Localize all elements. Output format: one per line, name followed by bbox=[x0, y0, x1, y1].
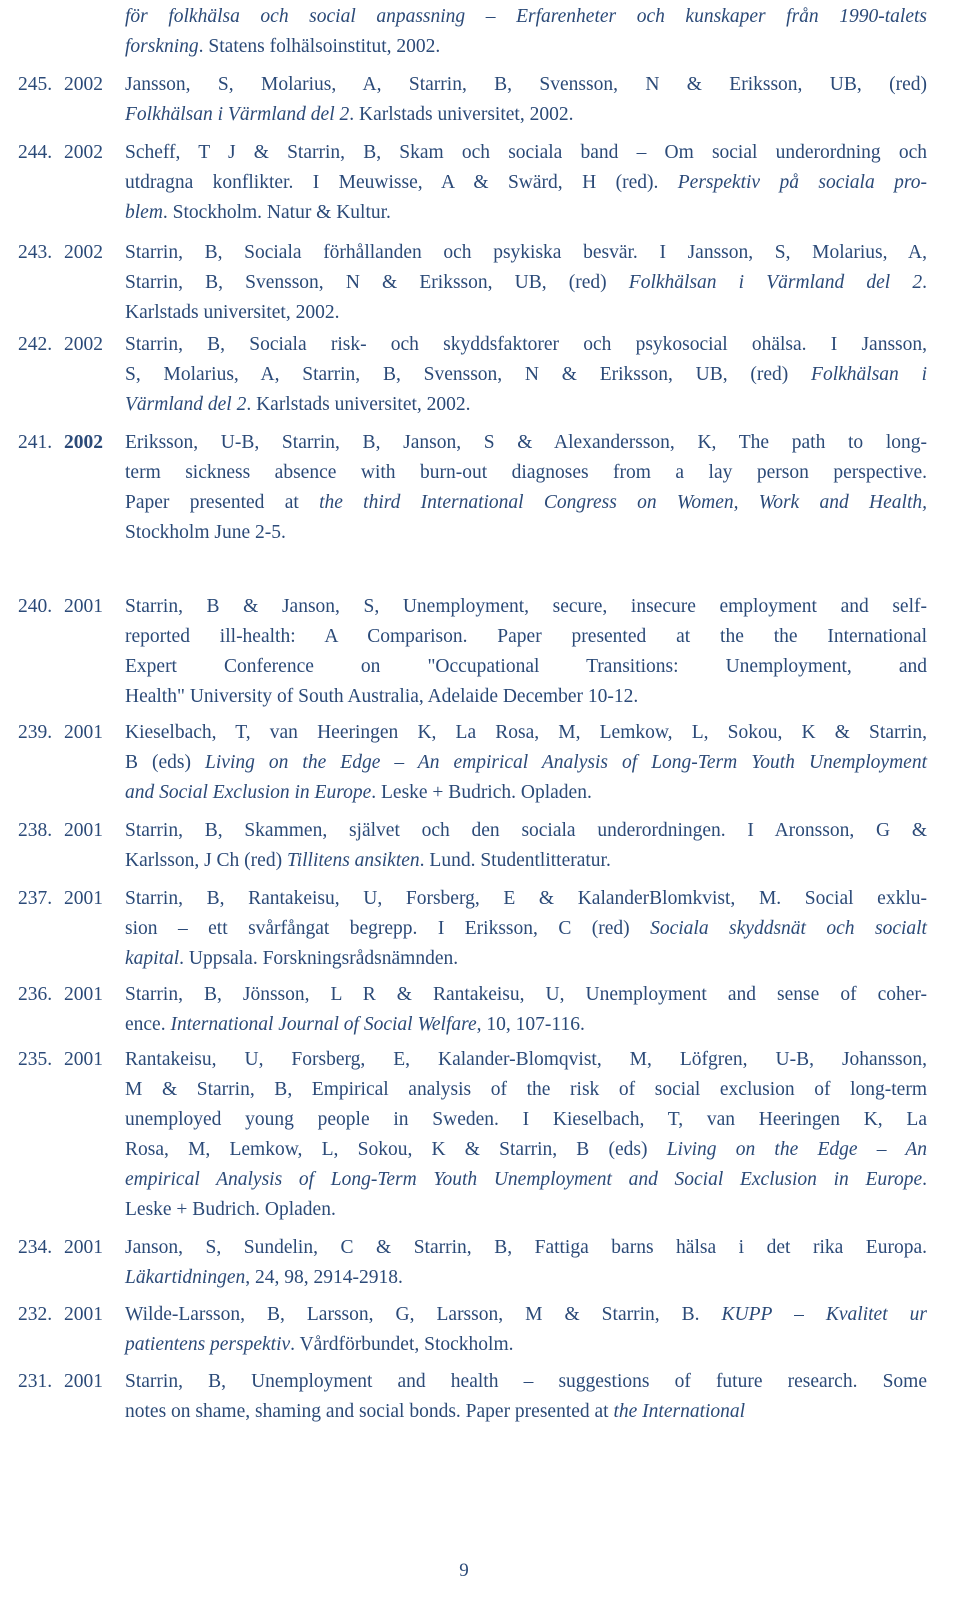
text-line bbox=[125, 518, 927, 548]
entry-number: 235. bbox=[18, 1049, 53, 1070]
text-line bbox=[125, 1010, 927, 1040]
text-run: . Karlstads universitet, 2002. bbox=[349, 104, 574, 125]
text-run: Starrin, B, Unemployment and health – suggestions of future research. Some bbox=[125, 1371, 927, 1392]
text-line bbox=[125, 816, 927, 846]
text-run: M & Starrin, B, Empirical analysis of the risk of social exclusion of long-term bbox=[125, 1079, 927, 1100]
text-line bbox=[125, 980, 927, 1010]
entry-year: 2001 bbox=[64, 1304, 103, 1325]
text-run: . Statens folhälsoinstitut, 2002. bbox=[198, 36, 441, 57]
text-line bbox=[125, 70, 927, 100]
italic-title: Living on the Edge – An bbox=[666, 1139, 927, 1160]
text-line bbox=[125, 2, 927, 32]
entry-number: 245. bbox=[18, 74, 53, 95]
text-line bbox=[125, 390, 927, 420]
text-run: Expert Conference on "Occupational Transitions: Unemployment, and bbox=[125, 656, 927, 677]
text-line bbox=[125, 846, 927, 876]
italic-title: the International bbox=[613, 1401, 746, 1422]
text-run: Starrin, B, Sociala förhållanden och psykiska besvär. I Jansson, S, Molarius, A, bbox=[125, 242, 927, 263]
entry-citation bbox=[125, 330, 927, 420]
italic-title: för folkhälsa och social anpassning – Erfarenheter och kunskaper från 1990-talets bbox=[125, 6, 927, 27]
text-line bbox=[125, 748, 927, 778]
entry-number: 244. bbox=[18, 142, 53, 163]
entry-number: 231. bbox=[18, 1371, 53, 1392]
text-run: reported ill-health: A Comparison. Paper presented at the the International bbox=[125, 626, 927, 647]
text-run: Leske + Budrich. Opladen. bbox=[125, 1199, 336, 1220]
italic-title: Folkhälsan i Värmland del 2 bbox=[125, 104, 350, 125]
text-line bbox=[125, 718, 927, 748]
text-run: . Uppsala. Forskningsrådsnämnden. bbox=[179, 948, 459, 969]
entry-year: 2002 bbox=[64, 334, 103, 355]
entry-citation bbox=[125, 70, 927, 130]
text-run: Eriksson, U-B, Starrin, B, Janson, S & Alexandersson, K, The path to long- bbox=[125, 432, 927, 453]
text-line bbox=[125, 1397, 927, 1427]
entry-citation bbox=[125, 718, 927, 808]
text-line bbox=[125, 488, 927, 518]
entry-citation bbox=[125, 238, 927, 328]
text-run: Rantakeisu, U, Forsberg, E, Kalander-Blomqvist, M, Löfgren, U-B, Johansson, bbox=[125, 1049, 927, 1070]
entry-citation bbox=[125, 138, 927, 228]
text-run: . Lund. Studentlitteratur. bbox=[419, 850, 611, 871]
text-line bbox=[125, 682, 927, 712]
text-line bbox=[125, 298, 927, 328]
continuation-body bbox=[125, 2, 927, 62]
italic-title: Living on the Edge – An empirical Analysis of Long-Term Youth Unemployment bbox=[205, 752, 927, 773]
text-line bbox=[125, 100, 927, 130]
text-run: Starrin, B, Rantakeisu, U, Forsberg, E & KalanderBlomkvist, M. Social exklu- bbox=[125, 888, 927, 909]
text-line bbox=[125, 1367, 927, 1397]
text-line bbox=[125, 238, 927, 268]
text-line bbox=[125, 198, 927, 228]
text-run: Starrin, B, Jönsson, L R & Rantakeisu, U, Unemployment and sense of coher- bbox=[125, 984, 927, 1005]
text-run: B (eds) bbox=[125, 752, 206, 773]
text-line bbox=[125, 1233, 927, 1263]
text-run: . Vårdförbundet, Stockholm. bbox=[290, 1334, 514, 1355]
entry-citation bbox=[125, 1367, 927, 1427]
text-line bbox=[125, 1195, 927, 1225]
entry-number: 243. bbox=[18, 242, 53, 263]
text-run: sion – ett svårfångat begrepp. I Eriksson, C (red) bbox=[125, 918, 651, 939]
text-line bbox=[125, 1135, 927, 1165]
text-run: , 10, 107-116. bbox=[476, 1014, 585, 1035]
text-run: Scheff, T J & Starrin, B, Skam och sociala band – Om social underordning och bbox=[125, 142, 927, 163]
text-run: . Stockholm. Natur & Kultur. bbox=[162, 202, 391, 223]
entry-citation bbox=[125, 1300, 927, 1360]
italic-title: patientens perspektiv bbox=[125, 1334, 291, 1355]
text-run: Janson, S, Sundelin, C & Starrin, B, Fattiga barns hälsa i det rika Europa. bbox=[125, 1237, 927, 1258]
text-run: utdragna konflikter. I Meuwisse, A & Swärd, H (red). bbox=[125, 172, 678, 193]
text-run: term sickness absence with burn-out diagnoses from a lay person perspective. bbox=[125, 462, 927, 483]
entry-citation bbox=[125, 592, 927, 712]
entry-year: 2001 bbox=[64, 984, 103, 1005]
entry-citation bbox=[125, 884, 927, 974]
entry-number: 236. bbox=[18, 984, 53, 1005]
text-line bbox=[125, 458, 927, 488]
italic-title: the third International Congress on Women, Work and Health, bbox=[319, 492, 927, 513]
entry-citation bbox=[125, 1233, 927, 1293]
text-line bbox=[125, 138, 927, 168]
entry-citation bbox=[125, 816, 927, 876]
text-line bbox=[125, 1165, 927, 1195]
entry-number: 239. bbox=[18, 722, 53, 743]
text-line bbox=[125, 652, 927, 682]
entry-number: 240. bbox=[18, 596, 53, 617]
entry-year: 2002 bbox=[64, 432, 103, 453]
text-run: Jansson, S, Molarius, A, Starrin, B, Svensson, N & Eriksson, UB, (red) bbox=[125, 74, 927, 95]
text-run: Paper presented at bbox=[125, 492, 320, 513]
entry-year: 2002 bbox=[64, 242, 103, 263]
entry-year: 2001 bbox=[64, 596, 103, 617]
text-run: Karlstads universitet, 2002. bbox=[125, 302, 340, 323]
entry-year: 2001 bbox=[64, 1049, 103, 1070]
entry-number: 238. bbox=[18, 820, 53, 841]
italic-title: and Social Exclusion in Europe bbox=[125, 782, 372, 803]
italic-title: blem bbox=[125, 202, 163, 223]
text-line bbox=[125, 360, 927, 390]
text-run: Stockholm June 2-5. bbox=[125, 522, 286, 543]
italic-title: International Journal of Social Welfare bbox=[170, 1014, 477, 1035]
text-run: ence. bbox=[125, 1014, 171, 1035]
italic-title: KUPP – Kvalitet ur bbox=[721, 1304, 927, 1325]
text-line bbox=[125, 1263, 927, 1293]
text-line bbox=[125, 914, 927, 944]
text-run: Rosa, M, Lemkow, L, Sokou, K & Starrin, B (eds) bbox=[125, 1139, 667, 1160]
text-run: Kieselbach, T, van Heeringen K, La Rosa, M, Lemkow, L, Sokou, K & Starrin, bbox=[125, 722, 927, 743]
entry-number: 237. bbox=[18, 888, 53, 909]
text-line bbox=[125, 330, 927, 360]
italic-title: Värmland del 2 bbox=[125, 394, 247, 415]
italic-title: Perspektiv på sociala pro- bbox=[677, 172, 927, 193]
text-line bbox=[125, 1300, 927, 1330]
entry-year: 2001 bbox=[64, 1371, 103, 1392]
entry-number: 232. bbox=[18, 1304, 53, 1325]
text-line bbox=[125, 944, 927, 974]
entry-number: 241. bbox=[18, 432, 53, 453]
italic-title: Läkartidningen bbox=[125, 1267, 246, 1288]
text-run: S, Molarius, A, Starrin, B, Svensson, N & Eriksson, UB, (red) bbox=[125, 364, 812, 385]
italic-title: Sociala skyddsnät och socialt bbox=[650, 918, 927, 939]
italic-title: Folkhälsan i Värmland del 2 bbox=[628, 272, 923, 293]
entry-year: 2001 bbox=[64, 888, 103, 909]
text-run: Karlsson, J Ch (red) bbox=[125, 850, 287, 871]
text-line bbox=[125, 622, 927, 652]
text-run: Starrin, B & Janson, S, Unemployment, secure, insecure employment and self- bbox=[125, 596, 927, 617]
italic-title: Tillitens ansikten bbox=[286, 850, 420, 871]
text-line bbox=[125, 268, 927, 298]
entry-year: 2001 bbox=[64, 722, 103, 743]
text-line bbox=[125, 428, 927, 458]
text-run: Starrin, B, Svensson, N & Eriksson, UB, (red) bbox=[125, 272, 629, 293]
text-run: Health" University of South Australia, Adelaide December 10-12. bbox=[125, 686, 639, 707]
italic-title: kapital bbox=[125, 948, 180, 969]
text-line bbox=[125, 32, 927, 62]
entry-number: 234. bbox=[18, 1237, 53, 1258]
entry-year: 2002 bbox=[64, 142, 103, 163]
entry-citation bbox=[125, 980, 927, 1040]
text-line bbox=[125, 1075, 927, 1105]
text-run: Starrin, B, Sociala risk- och skyddsfaktorer och psykosocial ohälsa. I Jansson, bbox=[125, 334, 927, 355]
page-number: 9 bbox=[459, 1560, 469, 1581]
text-run: Wilde-Larsson, B, Larsson, G, Larsson, M & Starrin, B. bbox=[125, 1304, 722, 1325]
text-run: Starrin, B, Skammen, självet och den sociala underordningen. I Aronsson, G & bbox=[125, 820, 927, 841]
text-line bbox=[125, 1105, 927, 1135]
entry-year: 2001 bbox=[64, 1237, 103, 1258]
text-run: , 24, 98, 2914-2918. bbox=[245, 1267, 403, 1288]
text-run: unemployed young people in Sweden. I Kieselbach, T, van Heeringen K, La bbox=[125, 1109, 927, 1130]
italic-title: empirical Analysis of Long-Term Youth Unemployment and Social Exclusion in Europe bbox=[125, 1169, 923, 1190]
text-line bbox=[125, 884, 927, 914]
text-line bbox=[125, 1330, 927, 1360]
entry-number: 242. bbox=[18, 334, 53, 355]
entry-year: 2002 bbox=[64, 74, 103, 95]
text-line bbox=[125, 592, 927, 622]
text-run: . bbox=[922, 272, 927, 293]
italic-title: forskning bbox=[125, 36, 199, 57]
text-run: . Karlstads universitet, 2002. bbox=[246, 394, 471, 415]
text-line bbox=[125, 778, 927, 808]
italic-title: Folkhälsan i bbox=[811, 364, 927, 385]
entry-year: 2001 bbox=[64, 820, 103, 841]
text-run: notes on shame, shaming and social bonds. Paper presented at bbox=[125, 1401, 614, 1422]
text-run: . Leske + Budrich. Opladen. bbox=[371, 782, 592, 803]
text-run: . bbox=[922, 1169, 927, 1190]
text-line bbox=[125, 168, 927, 198]
text-line bbox=[125, 1045, 927, 1075]
entry-citation bbox=[125, 1045, 927, 1225]
entry-citation bbox=[125, 428, 927, 548]
